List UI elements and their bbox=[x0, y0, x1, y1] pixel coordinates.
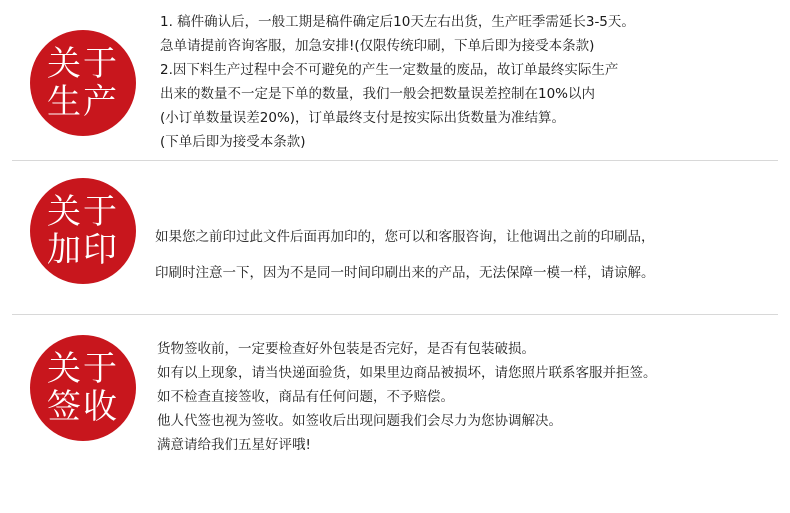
production-badge bbox=[30, 30, 136, 136]
signing-text bbox=[157, 337, 657, 457]
production-text bbox=[160, 10, 635, 154]
section-reprint bbox=[0, 161, 790, 314]
reprint-badge bbox=[30, 178, 136, 284]
signing-line: 如有以上现象，请当快递面验货，如果里边商品被损坏，请您照片联系客服并拒签。 bbox=[157, 365, 657, 381]
reprint-line: 如果您之前印过此文件后面再加印的，您可以和客服咨询，让他调出之前的印刷品， bbox=[155, 229, 655, 245]
production-line: (下单后即为接受本条款) bbox=[160, 134, 306, 150]
signing-line: 如不检查直接签收，商品有任何问题，不予赔偿。 bbox=[157, 389, 454, 405]
reprint-text bbox=[155, 219, 655, 291]
signing-badge-line1: 关于 bbox=[47, 349, 119, 389]
production-line: 出来的数量不一定是下单的数量，我们一般会把数量误差控制在10%以内 bbox=[160, 86, 596, 102]
signing-badge bbox=[30, 335, 136, 441]
signing-badge-line2: 签收 bbox=[47, 387, 119, 427]
reprint-badge-line1: 关于 bbox=[47, 192, 119, 232]
signing-line: 货物签收前，一定要检查好外包装是否完好，是否有包装破损。 bbox=[157, 341, 535, 357]
production-line: 2.因下料生产过程中会不可避免的产生一定数量的废品，故订单最终实际生产 bbox=[160, 62, 619, 78]
production-line: (小订单数量误差20%)，订单最终支付是按实际出货数量为准结算。 bbox=[160, 110, 566, 126]
production-badge-line1: 关于 bbox=[47, 44, 119, 84]
production-badge-line2: 生产 bbox=[47, 82, 119, 122]
signing-line: 满意请给我们五星好评哦! bbox=[157, 437, 311, 453]
signing-line: 他人代签也视为签收。如签收后出现问题我们会尽力为您协调解决。 bbox=[157, 413, 562, 429]
section-production bbox=[0, 0, 790, 160]
section-signing bbox=[0, 315, 790, 513]
production-line: 1. 稿件确认后，一般工期是稿件确定后10天左右出货，生产旺季需延长3-5天。 bbox=[160, 14, 635, 30]
reprint-line: 印刷时注意一下，因为不是同一时间印刷出来的产品，无法保障一模一样，请谅解。 bbox=[155, 265, 655, 281]
reprint-badge-line2: 加印 bbox=[47, 230, 119, 270]
production-line: 急单请提前咨询客服，加急安排!(仅限传统印刷，下单后即为接受本条款) bbox=[160, 38, 595, 54]
